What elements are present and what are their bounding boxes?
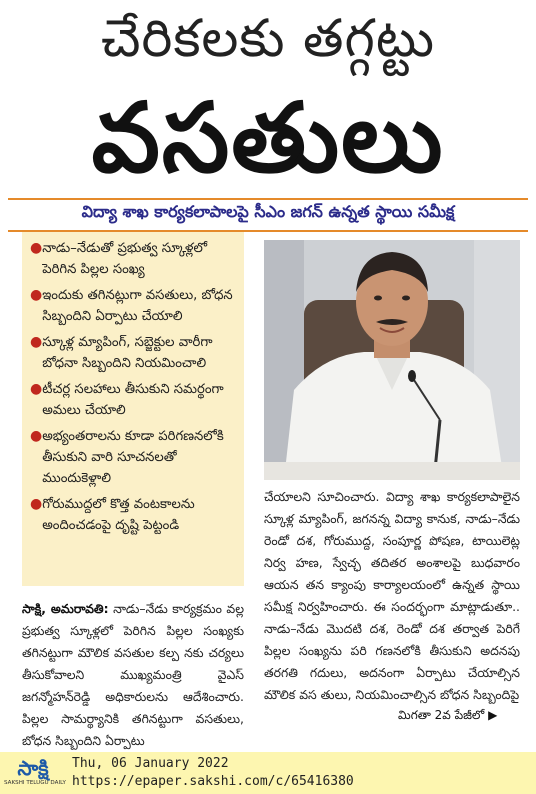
- highlight-text: స్కూళ్ల మ్యాపింగ్, సబ్జెక్టుల వారీగా బోధనా సిబ్బందిని నియమించాలి: [42, 335, 213, 371]
- highlight-item: [30, 332, 238, 374]
- continued-note: [398, 708, 497, 725]
- bullet-icon: ●: [30, 428, 43, 444]
- highlight-text: నాడు–నేడుతో ప్రభుత్వ స్కూళ్లలో పెరిగిన పిల్లల సంఖ్య: [42, 241, 208, 277]
- highlight-item: [30, 379, 238, 421]
- highlight-item: [30, 238, 238, 280]
- continued-text: మిగతా 2వ పేజీలో: [398, 708, 485, 722]
- highlights-box: [22, 232, 244, 586]
- logo-subtitle: SAKSHI TELUGU DAILY: [4, 780, 66, 786]
- footer-bar: [0, 752, 536, 794]
- bullet-icon: ●: [30, 287, 43, 303]
- article-left-body: నాడు–నేడు కార్యక్రమం వల్ల ప్రభుత్వ స్కూళ్లలో పెరిగిన పిల్లల సంఖ్యకు తగినట్టుగా మౌలిక వసతుల కల్ప నకు చర్యలు తీసుకోవాలని ముఖ్యమంత్రి వైఎస్ జగన్మోహన్‌రెడ్డి అధికారులను ఆదేశించారు. పిల్లల సామర్థ్యానికి తగినట్టుగా వసతులు, బోధన సిబ్బందిని ఏర్పాటు: [22, 601, 244, 748]
- highlight-item: [30, 285, 238, 327]
- headline-line2: వసతులు: [91, 82, 445, 194]
- play-arrow-icon: ▶: [488, 708, 498, 722]
- photo-illustration: [264, 240, 520, 480]
- bullet-icon: ●: [30, 334, 43, 350]
- bullet-icon: ●: [30, 496, 43, 512]
- highlight-item: [30, 426, 238, 489]
- headline-line1: చేరికలకు తగ్గట్టు: [101, 9, 435, 69]
- epaper-url[interactable]: https://epaper.sakshi.com/c/65416380: [72, 774, 354, 789]
- sakshi-logo: [4, 756, 66, 790]
- article-left-column: [22, 598, 244, 752]
- bullet-icon: ●: [30, 381, 43, 397]
- edition-date: Thu, 06 January 2022: [72, 756, 229, 771]
- highlight-text: ఇందుకు తగినట్లుగా వసతులు, బోధన సిబ్బందిని ఏర్పాటు చేయాలి: [42, 288, 233, 324]
- subheadline: విద్యా శాఖ కార్యకలాపాలపై సీఎం జగన్ ఉన్నత స్థాయి సమీక్ష: [81, 202, 455, 221]
- highlight-text: గోరుముద్దలో కొత్త వంటకాలను అందించడంపై దృష్టి పెట్టండి: [42, 497, 195, 533]
- subheadline-bar: [8, 198, 528, 232]
- article-right-column: [264, 486, 520, 706]
- logo-wordmark: సాక్షి: [17, 756, 49, 780]
- article-right-body: చేయాలని సూచించారు. విద్యా శాఖ కార్యకలాపాలైన స్కూళ్ల మ్యాపింగ్, జగనన్న విద్యా కానుక, నాడు–నేడు రెండో దశ, గోరుముద్ద, సంపూర్ణ పోషణ, టాయిలెట్ల నిర్వ హణ, స్వేచ్ఛ తదితర అంశాలపై బుధవారం ఆయన తన క్యాంపు కార్యాలయంలో ఉన్నత స్థాయి సమీక్ష నిర్వహించారు. ఈ సందర్భంగా మాట్లాడుతూ.. నాడు–నేడు మొదటి దశ, రెండో దశ తర్వాత పెరిగే పిల్లల సంఖ్యను పరి గణనలోకి తీసుకుని అదనపు తరగతి గదులు, అదనంగా ఏర్పాటు చేయాల్సిన మౌలిక వస తులు, నియమించాల్సిన బోధన సిబ్బందిపై: [264, 489, 520, 702]
- news-photo: [264, 240, 520, 480]
- dateline: సాక్షి, అమరావతి:: [22, 601, 109, 616]
- highlight-text: అభ్యంతరాలను కూడా పరిగణనలోకి తీసుకుని వారి సూచనలతో ముందుకెళ్లాలి: [42, 429, 224, 486]
- bullet-icon: ●: [30, 240, 43, 256]
- highlight-item: [30, 494, 238, 536]
- highlight-text: టీచర్ల సలహాలు తీసుకుని సమర్థంగా అమలు చేయాలి: [42, 382, 224, 418]
